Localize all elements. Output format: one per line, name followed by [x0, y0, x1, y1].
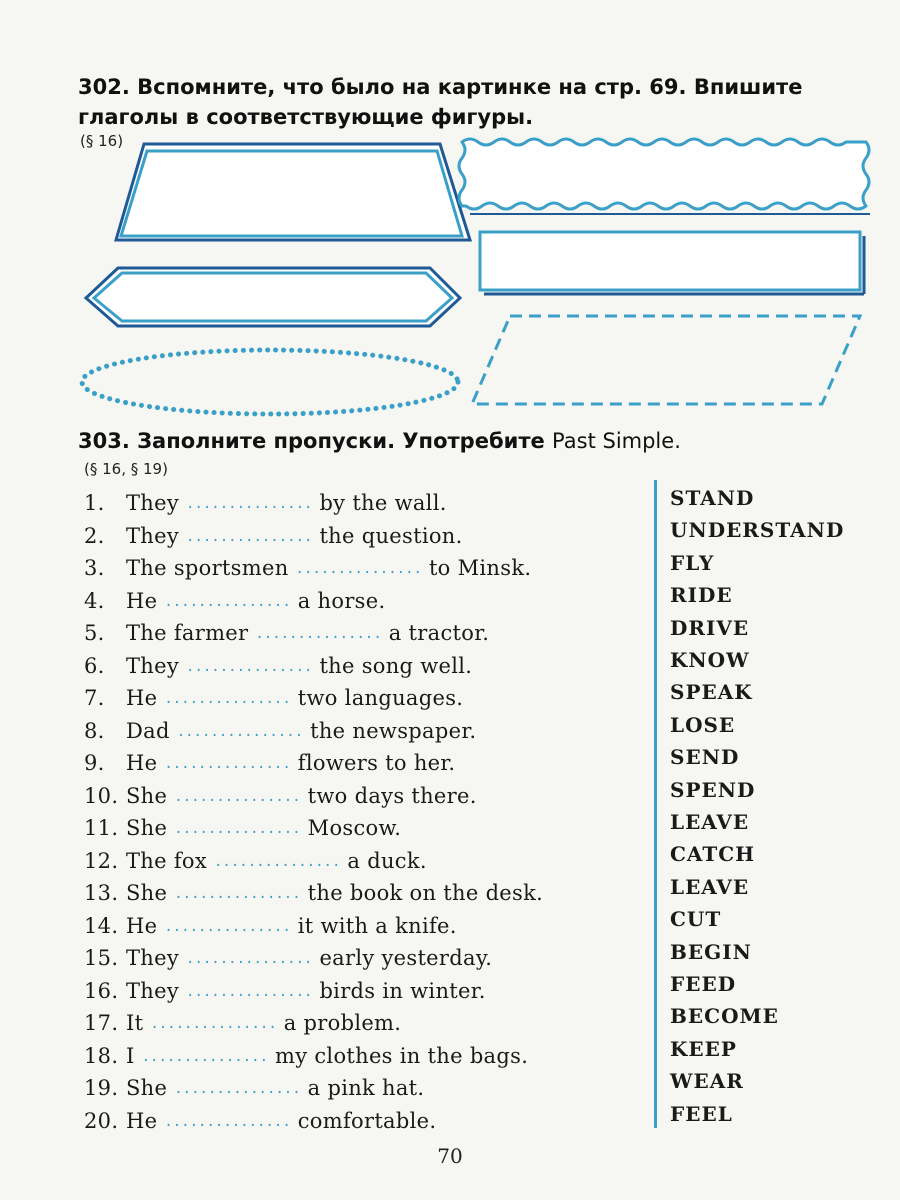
sentence-number: 1.: [84, 491, 105, 515]
sentence-ending: a tractor.: [388, 621, 490, 645]
answer-blank[interactable]: ...............: [174, 821, 301, 837]
exercise-302-title-line2: глаголы в соответствующие фигуры.: [78, 105, 534, 129]
shapes-area: [0, 0, 900, 430]
sentence-subject: He: [126, 1108, 158, 1133]
sentence-ending: the question.: [319, 523, 463, 548]
answer-blank[interactable]: ...............: [164, 918, 291, 935]
answer-blank[interactable]: ...............: [164, 756, 291, 772]
sentence-number: 14.: [84, 913, 119, 938]
answer-blank[interactable]: ...............: [174, 886, 301, 902]
verb-item: KNOW: [670, 648, 750, 672]
sentence-number: 7.: [84, 686, 105, 710]
answer-blank[interactable]: ...............: [141, 1048, 269, 1065]
answer-blank[interactable]: ...............: [186, 983, 313, 1000]
answer-blank[interactable]: ...............: [164, 1113, 291, 1130]
sentence-subject: She: [126, 816, 168, 840]
sentence-number: 3.: [84, 556, 105, 580]
answer-blank[interactable]: ...............: [150, 1016, 277, 1032]
exercise-302-reference: (§ 16): [80, 132, 124, 150]
verb-item: FEEL: [670, 1101, 733, 1126]
verb-item: LEAVE: [670, 810, 750, 834]
sentence-subject: She: [126, 881, 168, 905]
sentence-number: 13.: [84, 881, 119, 905]
verb-item: CUT: [670, 907, 722, 932]
sentence-subject: She: [126, 1076, 168, 1100]
dashed-parallelogram-shape[interactable]: [472, 316, 860, 404]
sentence-subject: They: [126, 523, 180, 548]
sentence-row: [84, 943, 492, 974]
sentence-number: 10.: [84, 783, 119, 808]
sentence-ending: it with a knife.: [297, 913, 457, 938]
verb-item: RIDE: [670, 583, 733, 608]
sentence-ending: a duck.: [347, 848, 427, 873]
sentence-row: [84, 1008, 401, 1039]
verb-item: CATCH: [670, 842, 756, 867]
sentence-ending: Moscow.: [307, 816, 402, 840]
verb-item: LOSE: [670, 712, 736, 737]
sentence-number: 19.: [84, 1076, 119, 1100]
sentence-ending: flowers to her.: [297, 751, 456, 775]
exercise-303-reference: (§ 16, § 19): [84, 460, 168, 478]
sentence-row: [84, 618, 489, 649]
verb-item: SPEAK: [670, 680, 753, 705]
sentence-ending: the book on the desk.: [307, 881, 544, 905]
sentence-row: [84, 651, 472, 682]
exercise-303-title-normal: Past Simple.: [552, 429, 681, 453]
verb-item: FEED: [670, 972, 737, 996]
sentence-number: 16.: [84, 978, 119, 1003]
sentence-number: 8.: [84, 718, 105, 743]
verb-item: WEAR: [670, 1069, 744, 1094]
answer-blank[interactable]: ...............: [186, 528, 313, 545]
sentence-ending: my clothes in the bags.: [275, 1043, 529, 1068]
sentence-row: [84, 1073, 424, 1104]
verb-item: FLY: [670, 550, 715, 575]
sentence-row: [84, 781, 477, 812]
sentence-number: 15.: [84, 946, 119, 970]
sentence-ending: a pink hat.: [307, 1076, 425, 1100]
answer-blank[interactable]: ...............: [164, 691, 291, 707]
sentence-ending: two languages.: [297, 686, 464, 710]
sentence-row: [84, 1106, 436, 1137]
sentence-row: [84, 553, 531, 584]
sentence-subject: Dad: [126, 718, 170, 743]
wavy-rectangle-shape[interactable]: [459, 139, 870, 214]
sentence-ending: by the wall.: [319, 491, 447, 515]
answer-blank[interactable]: ...............: [186, 658, 313, 675]
exercise-303-title-bold: Заполните пропуски. Употребите: [137, 429, 545, 453]
sentence-ending: the newspaper.: [310, 718, 477, 743]
verb-item: KEEP: [670, 1036, 737, 1061]
sentence-ending: a problem.: [283, 1011, 402, 1035]
sentence-subject: He: [126, 686, 158, 710]
sentence-number: 2.: [84, 523, 105, 548]
answer-blank[interactable]: ...............: [295, 561, 422, 577]
sentence-row: [84, 813, 401, 844]
verb-item: LEAVE: [670, 874, 750, 899]
sentence-subject: They: [126, 978, 180, 1003]
verb-item: BECOME: [670, 1004, 779, 1029]
answer-blank[interactable]: ...............: [176, 723, 304, 740]
verb-item: UNDERSTAND: [670, 518, 845, 543]
sentence-subject: I: [126, 1043, 135, 1068]
verb-item: DRIVE: [670, 615, 750, 640]
sentence-subject: They: [126, 491, 180, 515]
sentence-ending: birds in winter.: [319, 978, 486, 1003]
hexagon-shape[interactable]: [86, 268, 460, 326]
sentence-ending: comfortable.: [297, 1108, 437, 1133]
sentence-row: [84, 1041, 528, 1072]
trapezoid-shape[interactable]: [116, 144, 470, 240]
sentence-subject: He: [126, 588, 158, 613]
sentence-row: [84, 521, 463, 552]
exercise-303-number: 303.: [78, 429, 130, 453]
exercise-302-number: 302.: [78, 75, 130, 99]
sentence-ending: to Minsk.: [428, 556, 532, 580]
answer-blank[interactable]: ...............: [174, 788, 301, 805]
sentence-ending: two days there.: [307, 783, 477, 808]
sentence-row: [84, 683, 463, 714]
sentence-subject: The fox: [126, 848, 207, 873]
page-number: 70: [437, 1144, 463, 1168]
sentence-number: 20.: [84, 1108, 119, 1133]
sentence-subject: They: [126, 946, 180, 970]
answer-blank[interactable]: ...............: [186, 951, 313, 967]
answer-blank[interactable]: ...............: [174, 1081, 301, 1097]
sentence-number: 17.: [84, 1011, 119, 1035]
answer-blank[interactable]: ...............: [186, 496, 313, 512]
sentence-number: 12.: [84, 848, 119, 873]
answer-blank[interactable]: ...............: [213, 853, 341, 870]
dotted-oval-shape[interactable]: [82, 350, 458, 414]
sentence-subject: It: [126, 1011, 144, 1035]
sentence-subject: She: [126, 783, 168, 808]
sentence-row: [84, 878, 543, 909]
sentence-subject: The farmer: [126, 621, 249, 645]
verb-item: BEGIN: [670, 939, 752, 964]
sentence-row: [84, 911, 457, 942]
sentence-number: 6.: [84, 653, 105, 678]
sentence-number: 18.: [84, 1043, 119, 1068]
sentence-number: 9.: [84, 751, 105, 775]
verb-item: SEND: [670, 745, 740, 770]
sentence-ending: early yesterday.: [319, 946, 493, 970]
sentence-row: [84, 488, 447, 519]
sentence-subject: He: [126, 751, 158, 775]
sentence-row: [84, 586, 385, 617]
sentence-row: [84, 976, 486, 1007]
rectangle-shape[interactable]: [480, 232, 864, 294]
verb-item: SPEND: [670, 777, 756, 802]
sentence-number: 5.: [84, 621, 105, 645]
sentence-number: 11.: [84, 816, 119, 840]
exercise-303-title: [78, 426, 681, 456]
verb-item: STAND: [670, 486, 755, 510]
sentence-row: [84, 716, 476, 747]
sentence-subject: They: [126, 653, 180, 678]
exercise-302-title-line1: Вспомните, что было на картинке на стр. 69. Впишите: [137, 75, 803, 99]
sentence-ending: the song well.: [319, 653, 473, 678]
column-divider: [654, 480, 657, 1128]
sentence-number: 4.: [84, 588, 105, 613]
sentence-row: [84, 748, 455, 779]
sentence-subject: The sportsmen: [126, 556, 289, 580]
sentence-row: [84, 846, 427, 877]
sentence-subject: He: [126, 913, 158, 938]
sentence-ending: a horse.: [297, 588, 386, 613]
answer-blank[interactable]: ...............: [164, 593, 291, 610]
answer-blank[interactable]: ...............: [255, 626, 382, 642]
